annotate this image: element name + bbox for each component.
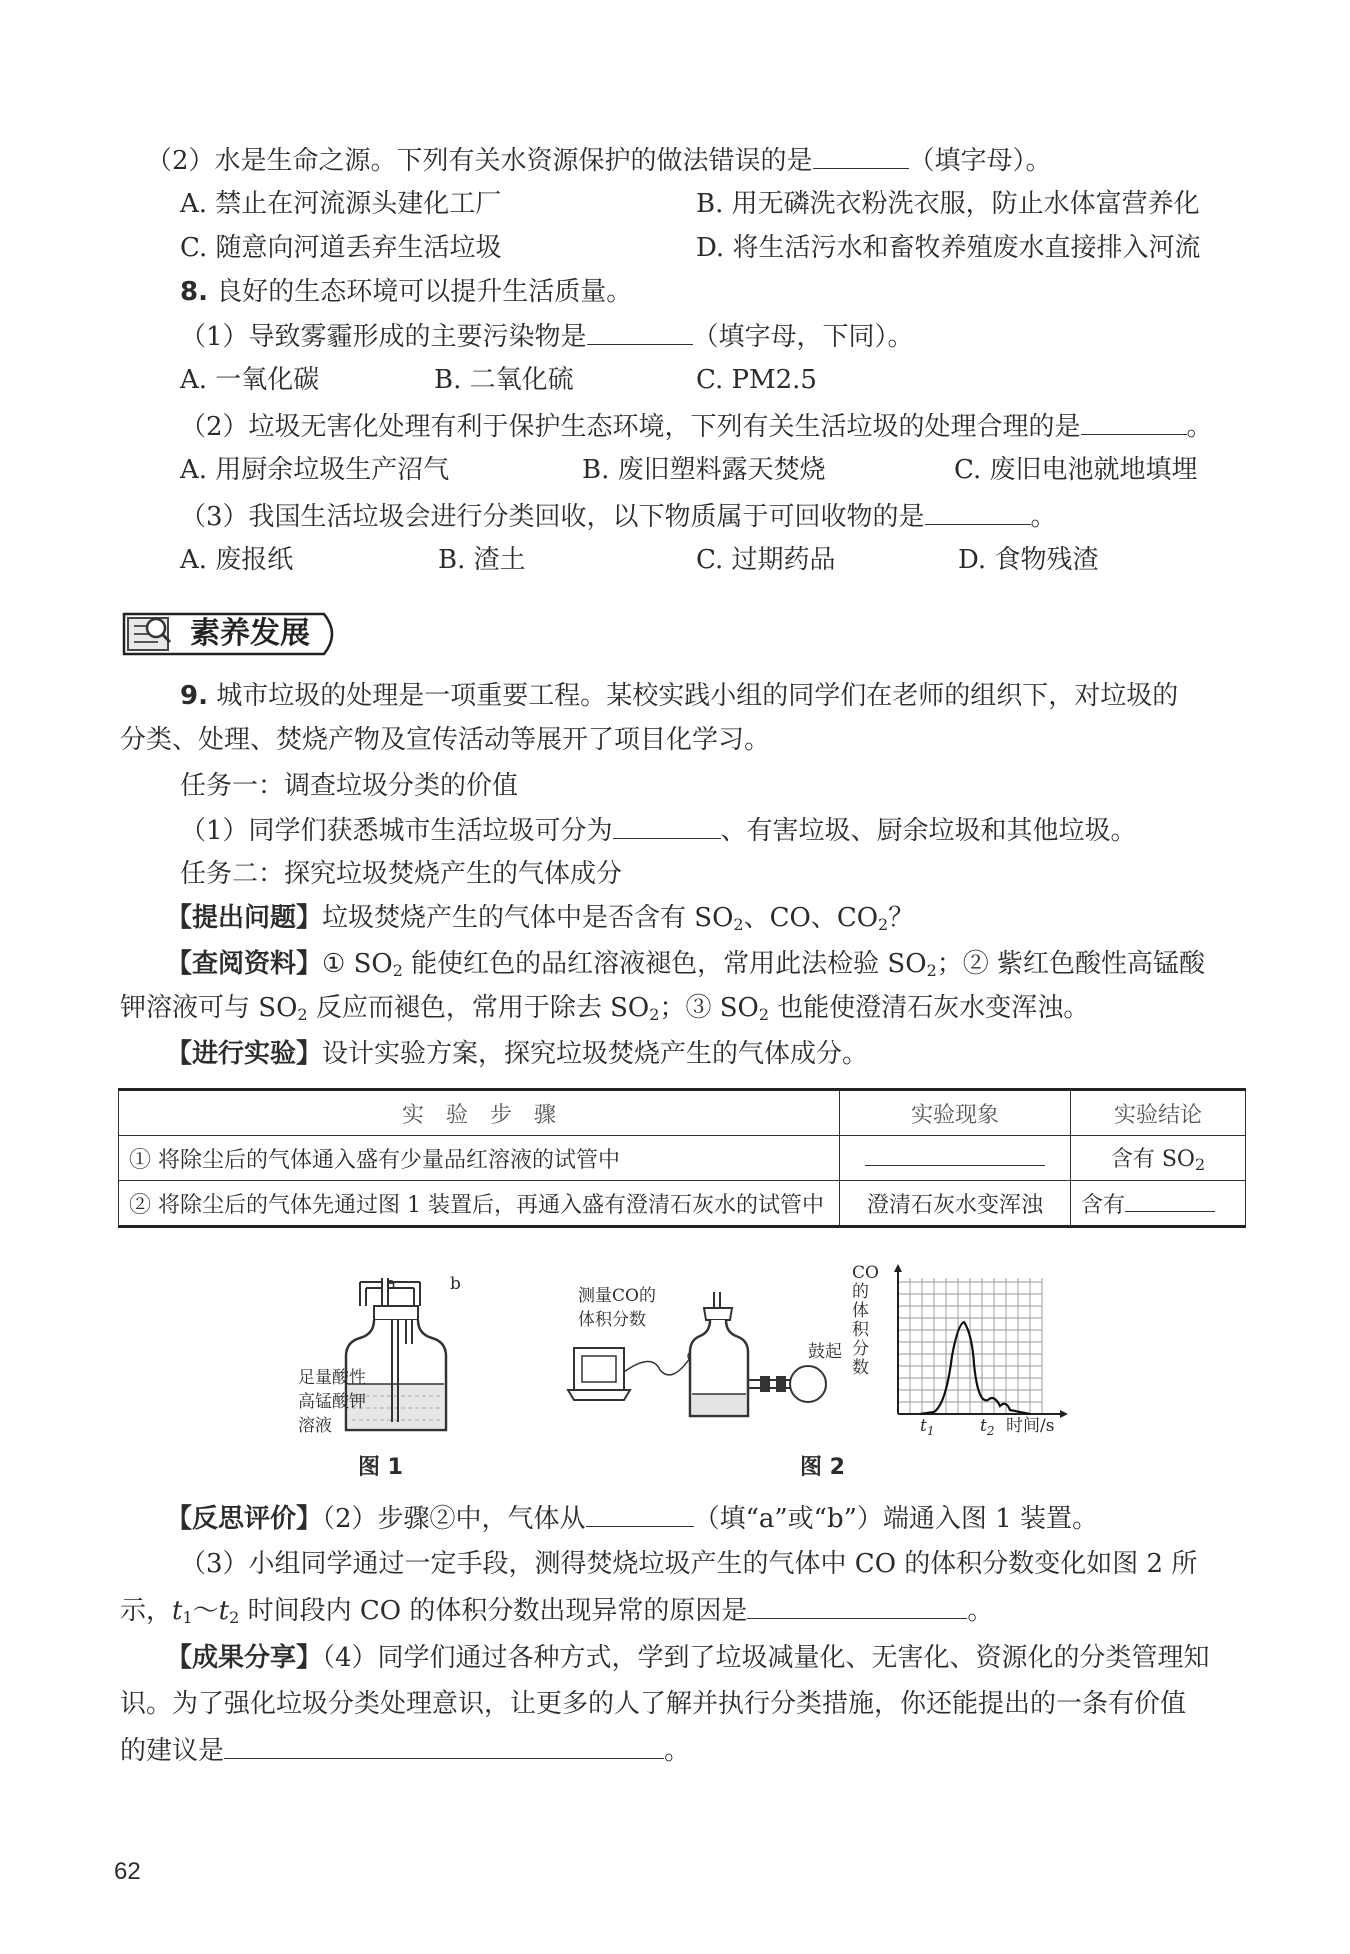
result-sharing: 【成果分享】（4）同学们通过各种方式，学到了垃圾减量化、无害化、资源化的分类管理知 <box>166 1643 1210 1673</box>
table-header: 实验结论 <box>1071 1090 1246 1136</box>
figure-2-caption: 图 2 <box>800 1455 845 1480</box>
meter-label: 体积分数 <box>578 1310 646 1330</box>
experiment-intro: 【进行实验】设计实验方案，探究垃圾焚烧产生的气体成分。 <box>166 1039 869 1069</box>
q8-stem: 8. 良好的生态环境可以提升生活质量。 <box>180 277 633 307</box>
label-a: a <box>386 1274 397 1294</box>
q9-part3: （3）小组同学通过一定手段，测得焚烧垃圾产生的气体中 CO 的体积分数变化如图 2 所 <box>180 1549 1198 1579</box>
option-a: A. 废报纸 <box>180 545 294 575</box>
table-cell <box>840 1136 1071 1181</box>
table-cell: 含有 $SO_2$ <box>1071 1136 1246 1181</box>
graph-grid <box>898 1278 1042 1414</box>
option-d: D. 将生活污水和畜牧养殖废水直接排入河流 <box>696 233 1201 263</box>
option-c: C. 过期药品 <box>696 545 836 575</box>
table-row <box>119 1181 1246 1227</box>
figure-1-caption: 图 1 <box>358 1455 403 1480</box>
option-c: C. 废旧电池就地填埋 <box>954 455 1198 485</box>
answer-blank[interactable] <box>865 1145 1045 1166</box>
q8-part3: （3）我国生活垃圾会进行分类回收，以下物质属于可回收物的是 。 <box>180 498 1057 535</box>
liquid-label: 高锰酸钾 <box>298 1392 366 1412</box>
answer-blank[interactable] <box>1081 408 1187 435</box>
co-fraction-graph <box>860 1264 1070 1434</box>
table-cell: 澄清石灰水变浑浊 <box>840 1181 1071 1227</box>
table-cell: 含有 <box>1071 1181 1246 1227</box>
answer-blank[interactable] <box>613 812 721 839</box>
reference-info: 【查阅资料】① $SO_2$ 能使红色的品红溶液褪色，常用此法检验 $SO_2$；② 紫红色酸性高锰酸 <box>166 949 1206 980</box>
option-a: A. 一氧化碳 <box>180 365 320 395</box>
table-header: 实 验 步 骤 <box>119 1090 840 1136</box>
answer-blank[interactable] <box>1125 1191 1215 1212</box>
option-d: D. 食物残渣 <box>958 545 1099 575</box>
section-title: 素养发展 <box>190 616 310 651</box>
t1-label: $t_1$ <box>920 1416 935 1438</box>
option-c: C. PM2.5 <box>696 365 817 395</box>
answer-blank[interactable] <box>587 318 693 345</box>
liquid-label: 溶液 <box>298 1416 332 1436</box>
experiment-table <box>118 1088 1246 1228</box>
table-cell: ① 将除尘后的气体通入盛有少量品红溶液的试管中 <box>119 1136 840 1181</box>
table-header: 实验现象 <box>840 1090 1071 1136</box>
x-axis-label: 时间/s <box>1006 1416 1055 1436</box>
option-b: B. 废旧塑料露天焚烧 <box>582 455 826 485</box>
option-b: B. 用无磷洗衣粉洗衣服，防止水体富营养化 <box>696 189 1200 219</box>
t2-label: $t_2$ <box>980 1416 995 1438</box>
result-sharing-cont: 的建议是 。 <box>120 1732 690 1769</box>
result-sharing-cont: 识。为了强化垃圾分类处理意识，让更多的人了解并执行分类措施，你还能提出的一条有价值 <box>120 1689 1187 1719</box>
liquid-label: 足量酸性 <box>298 1368 366 1388</box>
y-axis-label: CO的体积分数 <box>852 1263 879 1378</box>
option-b: B. 渣土 <box>438 545 526 575</box>
option-a: A. 禁止在河流源头建化工厂 <box>180 189 502 219</box>
q7-2-stem: （2）水是生命之源。下列有关水资源保护的做法错误的是 （填字母）。 <box>146 142 1052 179</box>
raise-question: 【提出问题】垃圾焚烧产生的气体中是否含有 $SO_2$、CO、$CO_2$？ <box>166 903 915 934</box>
q8-part2: （2）垃圾无害化处理有利于保护生态环境，下列有关生活垃圾的处理合理的是 。 <box>180 408 1213 445</box>
answer-blank[interactable] <box>925 498 1031 525</box>
q9-intro: 9. 城市垃圾的处理是一项重要工程。某校实践小组的同学们在老师的组织下，对垃圾的 <box>180 681 1179 711</box>
task1: 任务一：调查垃圾分类的价值 <box>180 771 519 801</box>
option-a: A. 用厨余垃圾生产沼气 <box>180 455 450 485</box>
label-b: b <box>450 1274 461 1294</box>
q9-intro-cont: 分类、处理、焚烧产物及宣传活动等展开了项目化学习。 <box>120 725 771 755</box>
balloon-label: 鼓起 <box>808 1342 842 1362</box>
q9-part1: （1）同学们获悉城市生活垃圾可分为 、有害垃圾、厨余垃圾和其他垃圾。 <box>180 812 1137 849</box>
table-header-row <box>119 1090 1246 1136</box>
answer-blank[interactable] <box>813 142 909 169</box>
q8-part1: （1）导致雾霾形成的主要污染物是 （填字母，下同）。 <box>180 318 914 355</box>
answer-blank[interactable] <box>224 1732 664 1759</box>
table-cell: ② 将除尘后的气体先通过图 1 装置后，再通入盛有澄清石灰水的试管中 <box>119 1181 840 1227</box>
meter-label: 测量CO的 <box>578 1286 656 1306</box>
evaluation: 【反思评价】（2）步骤②中，气体从 （填“a”或“b”）端通入图 1 装置。 <box>166 1500 1098 1537</box>
option-c: C. 随意向河道丢弃生活垃圾 <box>180 233 502 263</box>
co-curve <box>920 1322 1030 1414</box>
option-b: B. 二氧化硫 <box>434 365 574 395</box>
answer-blank[interactable] <box>747 1592 967 1619</box>
table-row <box>119 1136 1246 1181</box>
monitor-icon <box>568 1348 630 1400</box>
magnifier-book-icon <box>128 618 170 650</box>
page-number: 62 <box>114 1858 141 1885</box>
answer-blank[interactable] <box>586 1500 694 1527</box>
q9-part3-cont: 示，$t_1\sim t_2$ 时间段内 CO 的体积分数出现异常的原因是 。 <box>120 1592 993 1636</box>
reference-info-cont: 钾溶液可与 $SO_2$ 反应而褪色，常用于除去 $SO_2$；③ $SO_2$ 也能使澄清石灰水变浑浊。 <box>120 993 1090 1024</box>
task2: 任务二：探究垃圾焚烧产生的气体成分 <box>180 859 623 889</box>
